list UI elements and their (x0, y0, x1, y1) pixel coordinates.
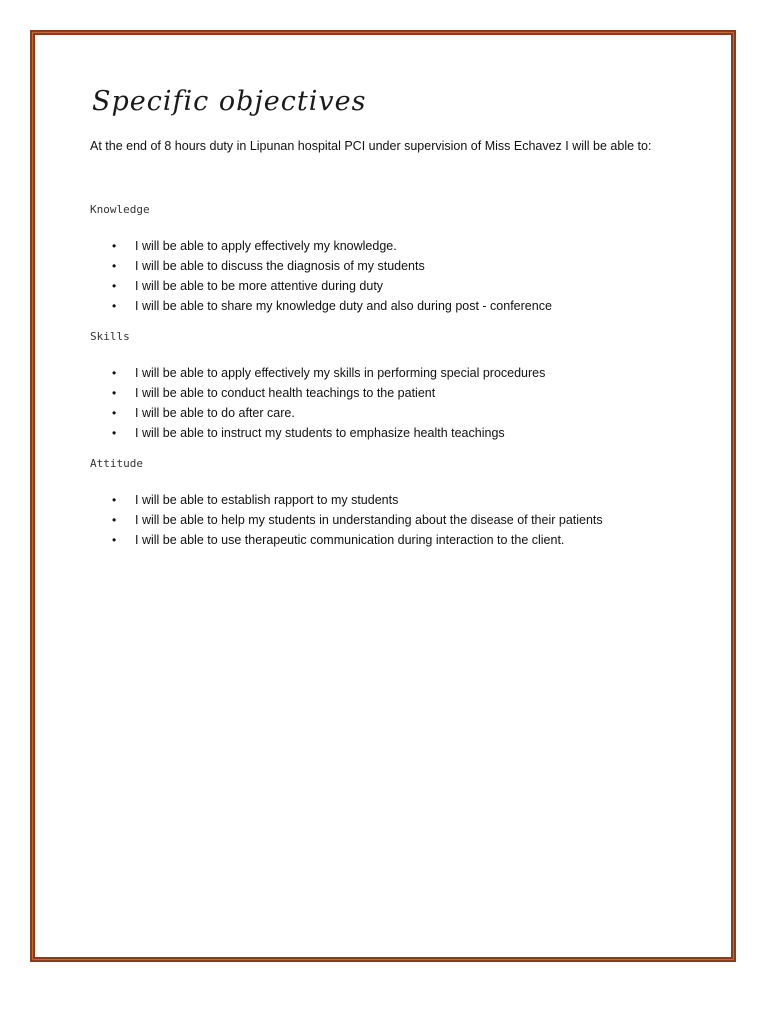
list-item: • I will be able to apply effectively my skills in performing special procedures (112, 363, 710, 383)
bullet-icon: • (112, 279, 117, 293)
bullet-icon: • (112, 513, 117, 527)
bullet-icon: • (112, 239, 117, 253)
list-item: • I will be able to help my students in understanding about the disease of their patients (112, 510, 710, 530)
page-title: Specific objectives (92, 86, 367, 117)
bullet-icon: • (112, 406, 117, 420)
list-item: • I will be able to discuss the diagnosis of my students (112, 256, 710, 276)
attitude-list (90, 490, 710, 550)
bullet-icon: • (112, 366, 117, 380)
bullet-icon: • (112, 493, 117, 507)
document-body (90, 86, 710, 550)
section-heading-skills: Skills (90, 330, 130, 343)
knowledge-list (90, 236, 710, 316)
bullet-icon: • (112, 426, 117, 440)
list-item: • I will be able to be more attentive during duty (112, 276, 710, 296)
bullet-icon: • (112, 386, 117, 400)
section-heading-attitude: Attitude (90, 457, 143, 470)
list-item: • I will be able to apply effectively my knowledge. (112, 236, 710, 256)
list-item: • I will be able to do after care. (112, 403, 710, 423)
section-heading-knowledge: Knowledge (90, 203, 150, 216)
bullet-icon: • (112, 299, 117, 313)
list-item: • I will be able to conduct health teachings to the patient (112, 383, 710, 403)
list-item: • I will be able to instruct my students to emphasize health teachings (112, 423, 710, 443)
bullet-icon: • (112, 533, 117, 547)
list-item: • I will be able to establish rapport to my students (112, 490, 710, 510)
bullet-icon: • (112, 259, 117, 273)
intro-paragraph: At the end of 8 hours duty in Lipunan hospital PCI under supervision of Miss Echavez I will be able to: (90, 139, 652, 153)
skills-list (90, 363, 710, 443)
list-item: • I will be able to use therapeutic communication during interaction to the client. (112, 530, 710, 550)
list-item: • I will be able to share my knowledge duty and also during post - conference (112, 296, 710, 316)
